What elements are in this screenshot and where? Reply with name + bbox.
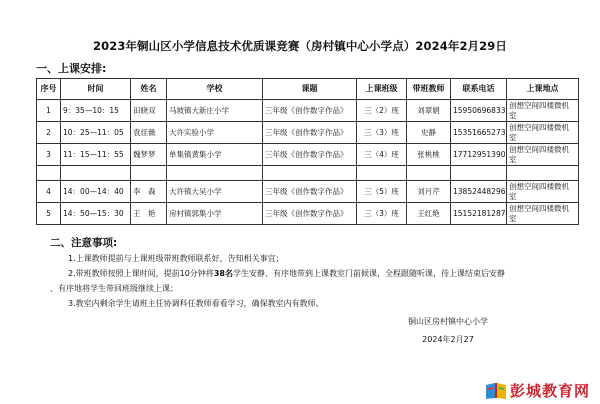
table-cell: 三（3）班 xyxy=(357,203,407,225)
note-1: 1.上课教师提前与上课班级带班教师联系好，告知相关事宜； xyxy=(68,254,284,263)
column-header: 时间 xyxy=(61,79,131,100)
table-header-row xyxy=(37,79,579,100)
table-cell: 15351665273 xyxy=(451,122,507,144)
column-header: 学校 xyxy=(167,79,263,100)
column-header: 姓名 xyxy=(131,79,167,100)
note-2-continued: 、有序地将学生带回班级继续上课； xyxy=(50,284,178,293)
table-cell: 15950696833 xyxy=(451,100,507,122)
table-cell: 11：15—11：55 xyxy=(61,144,131,166)
table-cell: 17712951390 xyxy=(451,144,507,166)
table-cell xyxy=(61,166,131,181)
book-icon xyxy=(484,380,508,400)
table-row xyxy=(37,166,579,181)
table-cell: 单集镇黄集小学 xyxy=(167,144,263,166)
notes-block xyxy=(50,251,590,311)
table-cell: 三（4）班 xyxy=(357,144,407,166)
table-cell xyxy=(263,166,357,181)
table-cell: 10：25—11：05 xyxy=(61,122,131,144)
table-cell: 5 xyxy=(37,203,61,225)
table-row xyxy=(37,203,579,225)
table-cell: 创想空间四楼微机室 xyxy=(507,203,579,225)
table-cell: 三年级《创作数字作品》 xyxy=(263,203,357,225)
table-cell xyxy=(357,166,407,181)
table-cell: 袁佳薇 xyxy=(131,122,167,144)
table-cell: 刘翠娟 xyxy=(407,100,451,122)
watermark-logo xyxy=(484,378,600,402)
table-cell xyxy=(407,166,451,181)
table-cell: 4 xyxy=(37,181,61,203)
table-cell: 魏梦梦 xyxy=(131,144,167,166)
column-header: 上课地点 xyxy=(507,79,579,100)
table-cell: 田晓双 xyxy=(131,100,167,122)
table-cell: 14：00—14：40 xyxy=(61,181,131,203)
table-cell: 2 xyxy=(37,122,61,144)
table-cell: 三年级《创作数字作品》 xyxy=(263,100,357,122)
note-3: 3.教室内剩余学生请班主任协调科任教师看看学习，确保教室内有教师。 xyxy=(68,299,324,308)
signature-date: 2024年2月27 xyxy=(422,335,474,344)
table-cell: 13852448296 xyxy=(451,181,507,203)
table-cell xyxy=(507,166,579,181)
table-cell: 三（2）班 xyxy=(357,100,407,122)
table-row xyxy=(37,122,579,144)
table-row xyxy=(37,144,579,166)
table-cell: 1 xyxy=(37,100,61,122)
table-row xyxy=(37,181,579,203)
table-cell xyxy=(37,166,61,181)
table-cell: 王红艳 xyxy=(407,203,451,225)
table-cell: 14：50—15：30 xyxy=(61,203,131,225)
column-header: 序号 xyxy=(37,79,61,100)
table-cell: 大许实验小学 xyxy=(167,122,263,144)
table-cell: 三（3）班 xyxy=(357,122,407,144)
table-cell xyxy=(451,166,507,181)
table-cell: 三（5）班 xyxy=(357,181,407,203)
column-header: 联系电话 xyxy=(451,79,507,100)
watermark-text: 彭城教育网 xyxy=(510,382,591,400)
table-cell: 3 xyxy=(37,144,61,166)
table-cell: 刘月芹 xyxy=(407,181,451,203)
table-cell: 三年级《创作数字作品》 xyxy=(263,181,357,203)
schedule-table xyxy=(36,78,579,225)
table-cell: 三年级《创作数字作品》 xyxy=(263,122,357,144)
section-heading-schedule: 一、上课安排: xyxy=(36,62,107,75)
table-cell: 张桃桃 xyxy=(407,144,451,166)
table-cell: 创想空间四楼微机室 xyxy=(507,122,579,144)
table-cell: 创想空间四楼微机室 xyxy=(507,144,579,166)
table-row xyxy=(37,100,579,122)
table-cell: 王 艳 xyxy=(131,203,167,225)
column-header: 上课班级 xyxy=(357,79,407,100)
table-cell xyxy=(131,166,167,181)
table-cell: 9：35—10：15 xyxy=(61,100,131,122)
column-header: 课题 xyxy=(263,79,357,100)
note-2: 2.带班教师按照上课时间，提前10分钟将38名学生安静、有序地带到上课教室门前候课，全程跟随听课，待上课结束后安静 xyxy=(68,269,505,278)
section-heading-notes: 二、注意事项: xyxy=(50,237,118,249)
table-cell: 大许镇大吴小学 xyxy=(167,181,263,203)
table-cell: 史静 xyxy=(407,122,451,144)
table-cell: 马坡镇大新庄小学 xyxy=(167,100,263,122)
signature-org: 铜山区房村镇中心小学 xyxy=(408,317,488,326)
table-cell: 房村镇郭集小学 xyxy=(167,203,263,225)
column-header: 带班教师 xyxy=(407,79,451,100)
signature-block xyxy=(388,313,508,349)
table-cell: 三年级《创作数字作品》 xyxy=(263,144,357,166)
table-cell: 创想空间四楼微机室 xyxy=(507,100,579,122)
table-cell: 李 森 xyxy=(131,181,167,203)
page-title: 2023年铜山区小学信息技术优质课竞赛（房村镇中心小学点）2024年2月29日 xyxy=(93,39,507,53)
table-cell xyxy=(167,166,263,181)
table-cell: 15152181287 xyxy=(451,203,507,225)
table-cell: 创想空间四楼微机室 xyxy=(507,181,579,203)
